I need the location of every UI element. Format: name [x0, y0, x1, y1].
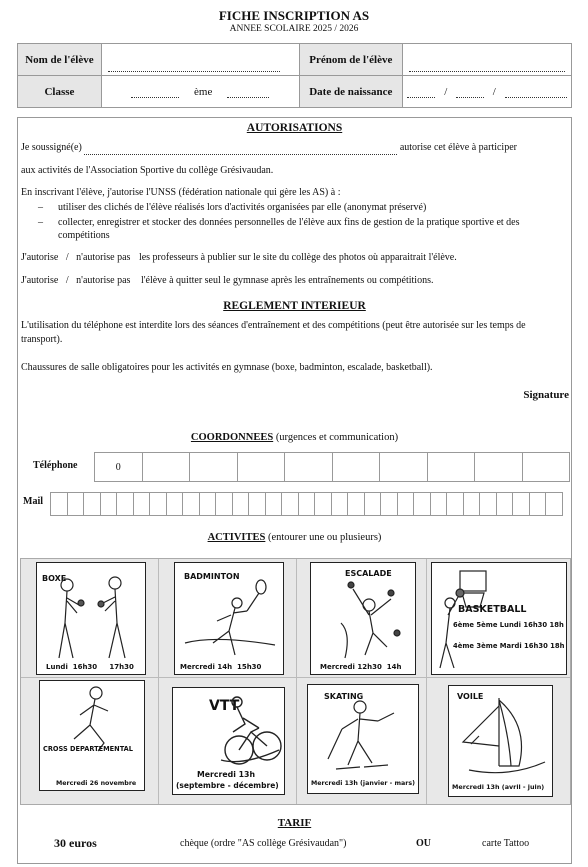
autorisation-line2: aux activités de l'Association Sportive du collège Grésivaudan.: [21, 165, 274, 176]
activity-boxe[interactable]: [36, 562, 146, 675]
classe-field[interactable]: [101, 76, 299, 108]
reglement-p1: L'utilisation du téléphone est interdite lors des séances d'entraînement et des compétitions (peut être autorisée sur les temps de transport).: [21, 320, 526, 345]
activity-name: VOILE: [457, 692, 484, 701]
activity-name: ESCALADE: [345, 569, 392, 578]
boxers-icon: [37, 563, 146, 675]
prenom-label: Prénom de l'élève: [299, 44, 402, 76]
soussigne-field[interactable]: [84, 146, 397, 155]
activity-escalade[interactable]: [310, 562, 416, 675]
mail-char-cell[interactable]: [431, 492, 448, 516]
identity-table: [17, 43, 572, 108]
activites-note: (entourer une ou plusieurs): [265, 532, 382, 543]
activity-schedule: Mercredi 13h (avril - juin): [452, 783, 545, 791]
nom-field[interactable]: [101, 44, 299, 76]
photo-authorization[interactable]: [21, 251, 569, 265]
autorisations-title: AUTORISATIONS: [246, 122, 343, 134]
autorisation-line3: En inscrivant l'élève, j'autorise l'UNSS (fédération nationale qui gère les AS) à :: [21, 187, 341, 198]
reglement-title: REGLEMENT INTERIEUR: [223, 300, 366, 312]
tarif-price: 30 euros: [54, 836, 97, 850]
activity-schedule: Lundi 16h30 17h30: [46, 663, 134, 671]
mail-char-cell[interactable]: [101, 492, 118, 516]
choice-autorise[interactable]: J'autorise: [21, 252, 59, 263]
soussigne-line: [21, 141, 569, 155]
mail-char-cell[interactable]: [282, 492, 299, 516]
activity-schedule: Mercredi 26 novembre: [56, 780, 137, 787]
choice-separator: /: [65, 252, 69, 263]
activity-name: BADMINTON: [184, 572, 240, 581]
mail-char-cell[interactable]: [299, 492, 316, 516]
mail-char-cell[interactable]: [183, 492, 200, 516]
mail-char-cell[interactable]: [530, 492, 547, 516]
form-title: FICHE INSCRIPTION AS: [218, 8, 370, 23]
activity-schedule-2: (septembre - décembre): [176, 781, 279, 790]
activity-cross[interactable]: [39, 680, 145, 791]
choice-autorise[interactable]: J'autorise: [21, 275, 59, 286]
mail-char-cell[interactable]: [51, 492, 68, 516]
activity-name: VTT: [209, 698, 240, 714]
activity-voile[interactable]: [448, 685, 553, 797]
payment-ou: OU: [416, 838, 431, 849]
activity-basketball[interactable]: [431, 562, 567, 675]
activity-schedule: Mercredi 14h 15h30: [180, 663, 262, 671]
activity-vtt[interactable]: [172, 687, 285, 795]
activity-badminton[interactable]: [174, 562, 284, 675]
activities-grid: [20, 558, 571, 805]
activity-schedule: Mercredi 12h30 14h: [320, 663, 402, 671]
mail-char-cell[interactable]: [348, 492, 365, 516]
bullet-text: utiliser des clichés de l'élève réalisés lors d'activités organisées par elle (anonymat préservé): [58, 202, 427, 213]
activity-schedule: 6ème 5ème Lundi 16h30 18h: [453, 621, 564, 629]
mail-char-cell[interactable]: [134, 492, 151, 516]
nom-label: Nom de l'élève: [18, 44, 102, 76]
activity-skating[interactable]: [307, 684, 419, 794]
phone-digit-cell[interactable]: [380, 452, 428, 482]
mail-char-cell[interactable]: [497, 492, 514, 516]
choice-separator: /: [65, 275, 69, 286]
mail-char-cell[interactable]: [398, 492, 415, 516]
mail-char-cell[interactable]: [447, 492, 464, 516]
climber-icon: [311, 563, 416, 675]
photo-text: les professeurs à publier sur le site du collège des photos où apparaitrait l'élève.: [138, 252, 457, 263]
activity-schedule-2: 4ème 3ème Mardi 16h30 18h: [453, 642, 565, 650]
mail-char-cell[interactable]: [381, 492, 398, 516]
mail-char-cell[interactable]: [68, 492, 85, 516]
date-separator: /: [444, 85, 448, 98]
mail-label: Mail: [23, 496, 43, 507]
phone-digit-cell[interactable]: [523, 452, 571, 482]
naissance-field[interactable]: [403, 76, 572, 108]
phone-digit-cell[interactable]: [333, 452, 381, 482]
basketball-icon: [432, 563, 567, 675]
sailboat-icon: [449, 686, 553, 797]
activity-name: BASKETBALL: [458, 604, 527, 615]
mail-char-cell[interactable]: [546, 492, 563, 516]
mail-char-cell[interactable]: [84, 492, 101, 516]
payment-cheque[interactable]: chèque (ordre "AS collège Grésivaudan"): [180, 838, 347, 849]
badminton-player-icon: [175, 563, 284, 675]
bullet-dash: –: [38, 202, 43, 213]
coordonnees-heading: [18, 432, 571, 443]
phone-digit-cell[interactable]: [428, 452, 476, 482]
choice-nautorise[interactable]: n'autorise pas: [76, 252, 131, 263]
activity-schedule: Mercredi 13h: [197, 770, 256, 779]
phone-digit-cell[interactable]: [475, 452, 523, 482]
runner-icon: [40, 681, 145, 791]
mail-char-cell[interactable]: [464, 492, 481, 516]
reglement-p2: Chaussures de salle obligatoires pour les activités en gymnase (boxe, badminton, escalade, basketball).: [21, 362, 433, 373]
activites-title: ACTIVITES: [207, 532, 266, 543]
skier-icon: [308, 685, 419, 794]
mail-char-cell[interactable]: [249, 492, 266, 516]
tarif-title: TARIF: [277, 817, 312, 829]
mail-char-cell[interactable]: [216, 492, 233, 516]
phone-digit-cell[interactable]: [285, 452, 333, 482]
phone-digit-cell[interactable]: 0: [95, 452, 143, 482]
gym-authorization[interactable]: [21, 274, 569, 288]
mail-char-cell[interactable]: [365, 492, 382, 516]
payment-tattoo[interactable]: carte Tattoo: [482, 838, 530, 849]
prenom-field[interactable]: [403, 44, 572, 76]
bullet-text: collecter, enregistrer et stocker des données personnelles de l'élève aux fins de gestion de la pratique sportive et des compétitions: [58, 217, 520, 241]
main-form-box: [17, 117, 572, 864]
activity-name: CROSS DEPARTEMENTAL: [43, 745, 133, 753]
phone-digit-cell[interactable]: [143, 452, 191, 482]
coordonnees-note: (urgences et communication): [273, 432, 399, 443]
activity-schedule: Mercredi 13h (janvier - mars): [311, 780, 415, 787]
phone-digit-cell[interactable]: [190, 452, 238, 482]
mail-char-cell[interactable]: [266, 492, 283, 516]
mail-char-cell[interactable]: [167, 492, 184, 516]
telephone-label: Téléphone: [33, 460, 78, 471]
bullet-dash: –: [38, 217, 43, 228]
mail-char-cell[interactable]: [315, 492, 332, 516]
activity-name: BOXE: [42, 574, 67, 583]
activity-name: SKATING: [324, 692, 364, 701]
mail-char-cell[interactable]: [513, 492, 530, 516]
date-separator: /: [492, 85, 496, 98]
coordonnees-title: COORDONNEES: [190, 432, 274, 443]
signature-label: Signature: [523, 389, 569, 401]
activites-heading: [18, 532, 571, 543]
mail-char-cell[interactable]: [117, 492, 134, 516]
soussigne-end: autorise cet élève à participer: [397, 142, 517, 153]
phone-digit-cell[interactable]: [238, 452, 286, 482]
classe-suffix: ème: [194, 85, 213, 98]
gym-text: l'élève à quitter seul le gymnase après les entraînements ou compétitions.: [140, 275, 434, 286]
soussigne-start: Je soussigné(e): [21, 142, 85, 153]
mail-char-cell[interactable]: [332, 492, 349, 516]
telephone-grid[interactable]: [94, 452, 570, 482]
choice-nautorise[interactable]: n'autorise pas: [76, 275, 131, 286]
mail-char-cell[interactable]: [414, 492, 431, 516]
mail-char-cell[interactable]: [150, 492, 167, 516]
school-year: ANNEE SCOLAIRE 2025 / 2026: [229, 24, 359, 34]
naissance-label: Date de naissance: [299, 76, 402, 108]
classe-label: Classe: [18, 76, 102, 108]
mail-char-cell[interactable]: [480, 492, 497, 516]
mail-char-cell[interactable]: [200, 492, 217, 516]
mail-grid[interactable]: [50, 492, 563, 516]
mail-char-cell[interactable]: [233, 492, 250, 516]
